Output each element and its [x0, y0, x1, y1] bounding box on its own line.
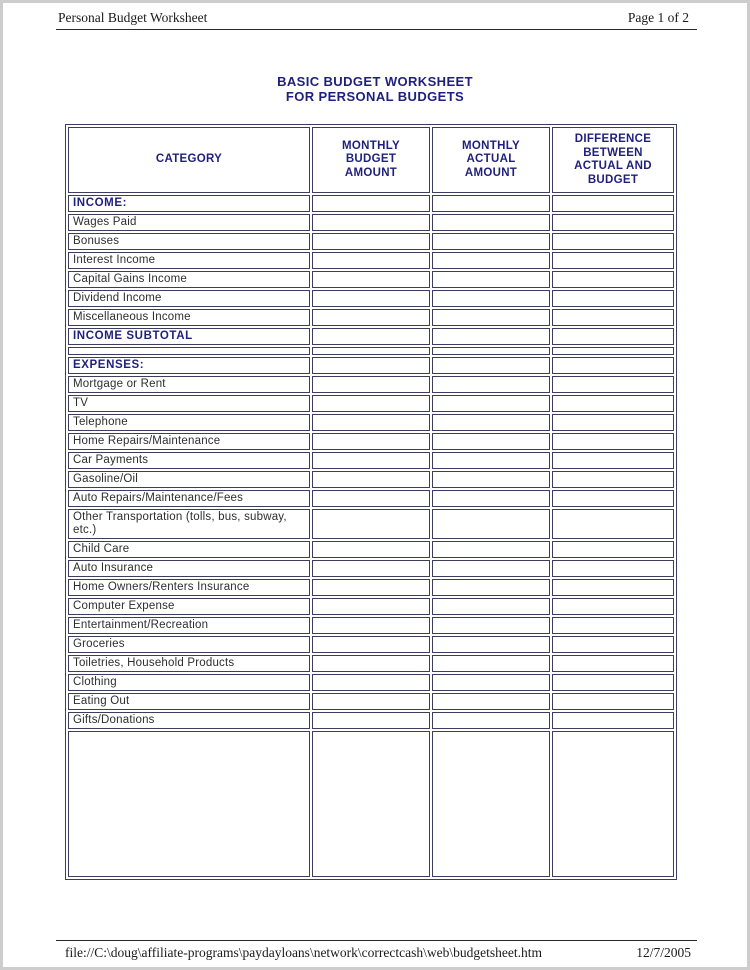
table-row: [68, 328, 674, 345]
worksheet-title-line2: FOR PERSONAL BUDGETS: [285, 89, 465, 104]
difference-cell: [552, 195, 674, 212]
monthly-budget-amount-cell: [312, 560, 430, 577]
difference-cell: [552, 433, 674, 450]
table-row: [68, 655, 674, 672]
table-row: [68, 357, 674, 374]
category-cell: Miscellaneous Income: [68, 309, 310, 326]
category-cell: Clothing: [68, 674, 310, 691]
monthly-budget-amount-cell: [312, 395, 430, 412]
table-row: [68, 214, 674, 231]
table-row: [68, 560, 674, 577]
monthly-actual-amount-cell: [432, 414, 550, 431]
monthly-budget-amount-cell: [312, 233, 430, 250]
table-row: [68, 693, 674, 710]
page-number: Page 1 of 2: [627, 10, 689, 25]
table-row: [68, 233, 674, 250]
difference-cell: [552, 693, 674, 710]
category-cell: Gifts/Donations: [68, 712, 310, 729]
table-row: [68, 290, 674, 307]
difference-cell: [552, 357, 674, 374]
monthly-actual-amount-cell: [432, 560, 550, 577]
monthly-budget-amount-cell: [312, 471, 430, 488]
monthly-budget-amount-cell: [312, 347, 430, 355]
monthly-actual-amount-cell: [432, 376, 550, 393]
monthly-budget-amount-cell: [312, 693, 430, 710]
category-cell: [68, 731, 310, 877]
category-cell: Dividend Income: [68, 290, 310, 307]
difference-cell: [552, 509, 674, 539]
table-row: [68, 452, 674, 469]
monthly-actual-amount-cell: [432, 433, 550, 450]
print-header: [3, 3, 747, 26]
monthly-budget-amount-cell: [312, 433, 430, 450]
print-footer-area: [3, 937, 747, 961]
budget-table: [65, 124, 677, 880]
document-name: Personal Budget Worksheet: [58, 10, 208, 25]
category-cell: Computer Expense: [68, 598, 310, 615]
monthly-budget-amount-cell: [312, 290, 430, 307]
monthly-actual-amount-cell: [432, 233, 550, 250]
monthly-actual-amount-cell: [432, 395, 550, 412]
category-cell: Car Payments: [68, 452, 310, 469]
monthly-budget-amount-cell: [312, 328, 430, 345]
monthly-budget-amount-cell: [312, 271, 430, 288]
monthly-actual-amount-cell: [432, 693, 550, 710]
difference-cell: [552, 636, 674, 653]
category-cell: Telephone: [68, 414, 310, 431]
monthly-budget-amount-cell: [312, 414, 430, 431]
category-cell: TV: [68, 395, 310, 412]
difference-cell: [552, 490, 674, 507]
category-cell: Auto Insurance: [68, 560, 310, 577]
monthly-actual-amount-cell: [432, 636, 550, 653]
budget-table-body: [68, 195, 674, 877]
table-row: [68, 598, 674, 615]
category-cell: Wages Paid: [68, 214, 310, 231]
difference-cell: [552, 252, 674, 269]
category-cell: Entertainment/Recreation: [68, 617, 310, 634]
monthly-actual-amount-cell: [432, 271, 550, 288]
monthly-actual-amount-cell: [432, 490, 550, 507]
monthly-budget-amount-cell: [312, 712, 430, 729]
column-header-monthly-actual-amount: MONTHLY ACTUAL AMOUNT: [432, 127, 550, 193]
difference-cell: [552, 541, 674, 558]
table-row: [68, 636, 674, 653]
monthly-actual-amount-cell: [432, 509, 550, 539]
monthly-actual-amount-cell: [432, 290, 550, 307]
table-row: [68, 731, 674, 877]
difference-cell: [552, 347, 674, 355]
category-cell: EXPENSES:: [68, 357, 310, 374]
category-cell: Gasoline/Oil: [68, 471, 310, 488]
worksheet-title: [3, 74, 747, 104]
column-header-category: CATEGORY: [68, 127, 310, 193]
category-cell: Eating Out: [68, 693, 310, 710]
difference-cell: [552, 233, 674, 250]
category-cell: Interest Income: [68, 252, 310, 269]
monthly-budget-amount-cell: [312, 636, 430, 653]
table-row: [68, 579, 674, 596]
table-row: [68, 433, 674, 450]
monthly-budget-amount-cell: [312, 509, 430, 539]
monthly-budget-amount-cell: [312, 598, 430, 615]
difference-cell: [552, 452, 674, 469]
monthly-actual-amount-cell: [432, 309, 550, 326]
worksheet-title-line1: BASIC BUDGET WORKSHEET: [277, 74, 473, 89]
table-row: [68, 309, 674, 326]
difference-cell: [552, 309, 674, 326]
header-row: [68, 127, 674, 193]
monthly-actual-amount-cell: [432, 674, 550, 691]
category-cell: Toiletries, Household Products: [68, 655, 310, 672]
monthly-budget-amount-cell: [312, 376, 430, 393]
category-cell: Capital Gains Income: [68, 271, 310, 288]
table-row: [68, 347, 674, 355]
monthly-budget-amount-cell: [312, 252, 430, 269]
table-row: [68, 509, 674, 539]
category-cell: Other Transportation (tolls, bus, subway, etc.): [68, 509, 310, 539]
monthly-actual-amount-cell: [432, 731, 550, 877]
print-date: 12/7/2005: [636, 945, 691, 960]
monthly-actual-amount-cell: [432, 214, 550, 231]
monthly-budget-amount-cell: [312, 731, 430, 877]
table-row: [68, 252, 674, 269]
monthly-actual-amount-cell: [432, 452, 550, 469]
print-footer: [3, 941, 747, 961]
column-header-monthly-budget-amount: MONTHLY BUDGET AMOUNT: [312, 127, 430, 193]
category-cell: Groceries: [68, 636, 310, 653]
monthly-actual-amount-cell: [432, 252, 550, 269]
table-row: [68, 712, 674, 729]
difference-cell: [552, 560, 674, 577]
difference-cell: [552, 290, 674, 307]
budget-table-header: [68, 127, 674, 193]
category-cell: Home Owners/Renters Insurance: [68, 579, 310, 596]
monthly-budget-amount-cell: [312, 490, 430, 507]
monthly-budget-amount-cell: [312, 617, 430, 634]
monthly-budget-amount-cell: [312, 195, 430, 212]
table-row: [68, 376, 674, 393]
table-row: [68, 195, 674, 212]
monthly-budget-amount-cell: [312, 655, 430, 672]
monthly-budget-amount-cell: [312, 674, 430, 691]
difference-cell: [552, 414, 674, 431]
monthly-actual-amount-cell: [432, 328, 550, 345]
difference-cell: [552, 655, 674, 672]
monthly-actual-amount-cell: [432, 579, 550, 596]
monthly-actual-amount-cell: [432, 357, 550, 374]
monthly-actual-amount-cell: [432, 712, 550, 729]
monthly-budget-amount-cell: [312, 357, 430, 374]
category-cell: Auto Repairs/Maintenance/Fees: [68, 490, 310, 507]
category-cell: INCOME:: [68, 195, 310, 212]
difference-cell: [552, 328, 674, 345]
monthly-actual-amount-cell: [432, 541, 550, 558]
monthly-actual-amount-cell: [432, 195, 550, 212]
difference-cell: [552, 598, 674, 615]
monthly-budget-amount-cell: [312, 214, 430, 231]
category-cell: [68, 347, 310, 355]
table-row: [68, 674, 674, 691]
category-cell: Home Repairs/Maintenance: [68, 433, 310, 450]
category-cell: INCOME SUBTOTAL: [68, 328, 310, 345]
table-row: [68, 271, 674, 288]
monthly-budget-amount-cell: [312, 541, 430, 558]
difference-cell: [552, 395, 674, 412]
difference-cell: [552, 271, 674, 288]
difference-cell: [552, 731, 674, 877]
category-cell: Child Care: [68, 541, 310, 558]
column-header-difference: DIFFERENCE BETWEEN ACTUAL AND BUDGET: [552, 127, 674, 193]
table-row: [68, 617, 674, 634]
category-cell: Mortgage or Rent: [68, 376, 310, 393]
file-path: file://C:\doug\affiliate-programs\paydayloans\network\correctcash\web\budgetsheet.htm: [65, 945, 542, 960]
monthly-budget-amount-cell: [312, 579, 430, 596]
monthly-actual-amount-cell: [432, 617, 550, 634]
table-row: [68, 414, 674, 431]
difference-cell: [552, 674, 674, 691]
monthly-actual-amount-cell: [432, 347, 550, 355]
difference-cell: [552, 376, 674, 393]
monthly-budget-amount-cell: [312, 309, 430, 326]
monthly-actual-amount-cell: [432, 655, 550, 672]
difference-cell: [552, 617, 674, 634]
table-row: [68, 541, 674, 558]
difference-cell: [552, 579, 674, 596]
header-divider: [56, 29, 697, 30]
difference-cell: [552, 471, 674, 488]
category-cell: Bonuses: [68, 233, 310, 250]
table-row: [68, 490, 674, 507]
monthly-actual-amount-cell: [432, 471, 550, 488]
difference-cell: [552, 214, 674, 231]
difference-cell: [552, 712, 674, 729]
monthly-budget-amount-cell: [312, 452, 430, 469]
table-row: [68, 395, 674, 412]
table-row: [68, 471, 674, 488]
monthly-actual-amount-cell: [432, 598, 550, 615]
